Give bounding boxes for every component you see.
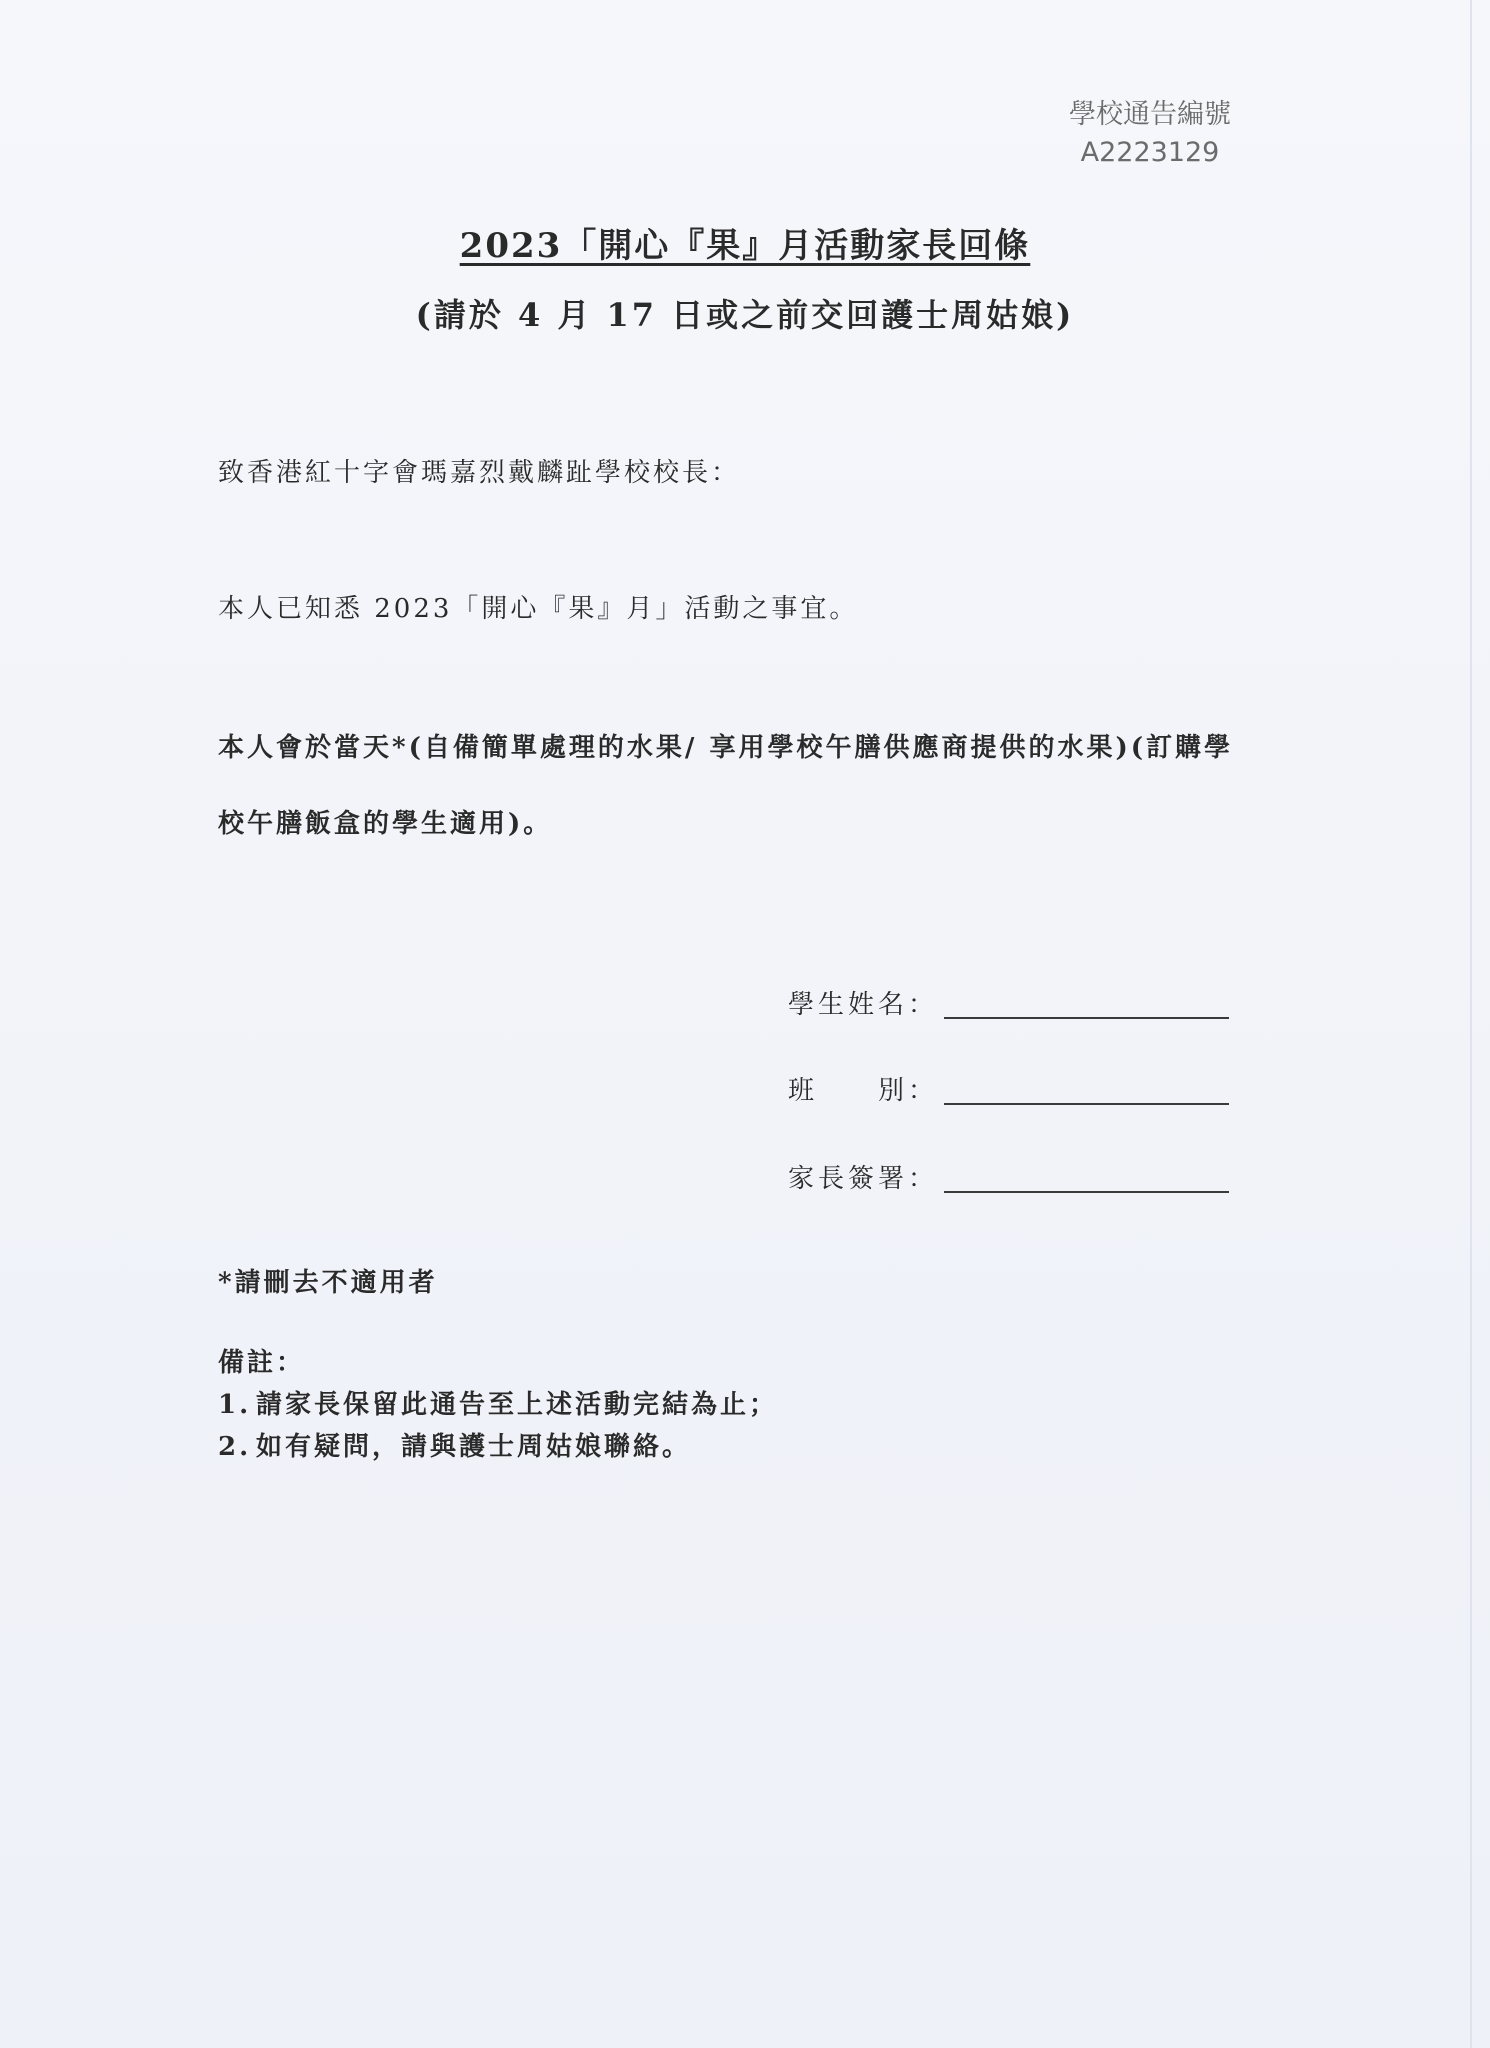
remarks-list-item bbox=[218, 1384, 778, 1426]
student-name-label: 學生姓名： bbox=[788, 990, 939, 1020]
delete-inapplicable-note: *請刪去不適用者 bbox=[218, 1268, 438, 1298]
class-blank-line[interactable] bbox=[944, 1103, 1229, 1105]
notice-number-block bbox=[1010, 96, 1290, 172]
student-name-field[interactable] bbox=[788, 984, 1229, 1021]
remarks-list bbox=[218, 1384, 778, 1468]
fruit-choice-paragraph: 本人會於當天*(自備簡單處理的水果/ 享用學校午膳供應商提供的水果)(訂購學校午膳飯盒的學生適用)。 bbox=[218, 733, 1234, 839]
scan-edge-shadow bbox=[1470, 0, 1472, 2048]
remarks-item-number: 2. bbox=[218, 1432, 252, 1462]
remarks-heading: 備註： bbox=[218, 1348, 306, 1378]
remarks-item-number: 1. bbox=[218, 1390, 252, 1420]
addressee-line: 致香港紅十字會瑪嘉烈戴麟趾學校校長： bbox=[218, 458, 741, 488]
notice-number-label: 學校通告編號 bbox=[1069, 99, 1231, 130]
parent-signature-blank-line[interactable] bbox=[944, 1191, 1229, 1193]
document-title: 2023「開心『果』月活動家長回條 bbox=[459, 226, 1031, 266]
student-name-blank-line[interactable] bbox=[944, 1017, 1229, 1019]
acknowledgement-paragraph: 本人已知悉 2023「開心『果』月」活動之事宜。 bbox=[218, 594, 859, 624]
remarks-item-text: 請家長保留此通告至上述活動完結為止； bbox=[256, 1390, 779, 1420]
class-field[interactable] bbox=[788, 1070, 1229, 1107]
notice-number: A2223129 bbox=[1080, 137, 1220, 168]
remarks-section bbox=[218, 1342, 778, 1468]
parent-signature-field[interactable] bbox=[788, 1158, 1229, 1195]
remarks-list-item bbox=[218, 1426, 778, 1468]
parent-signature-label: 家長簽署： bbox=[788, 1164, 939, 1194]
remarks-item-text: 如有疑問，請與護士周姑娘聯絡。 bbox=[256, 1432, 692, 1462]
return-deadline-subtitle: (請於 4 月 17 日或之前交回護士周姑娘) bbox=[415, 296, 1075, 334]
class-label: 班 別： bbox=[788, 1076, 939, 1106]
